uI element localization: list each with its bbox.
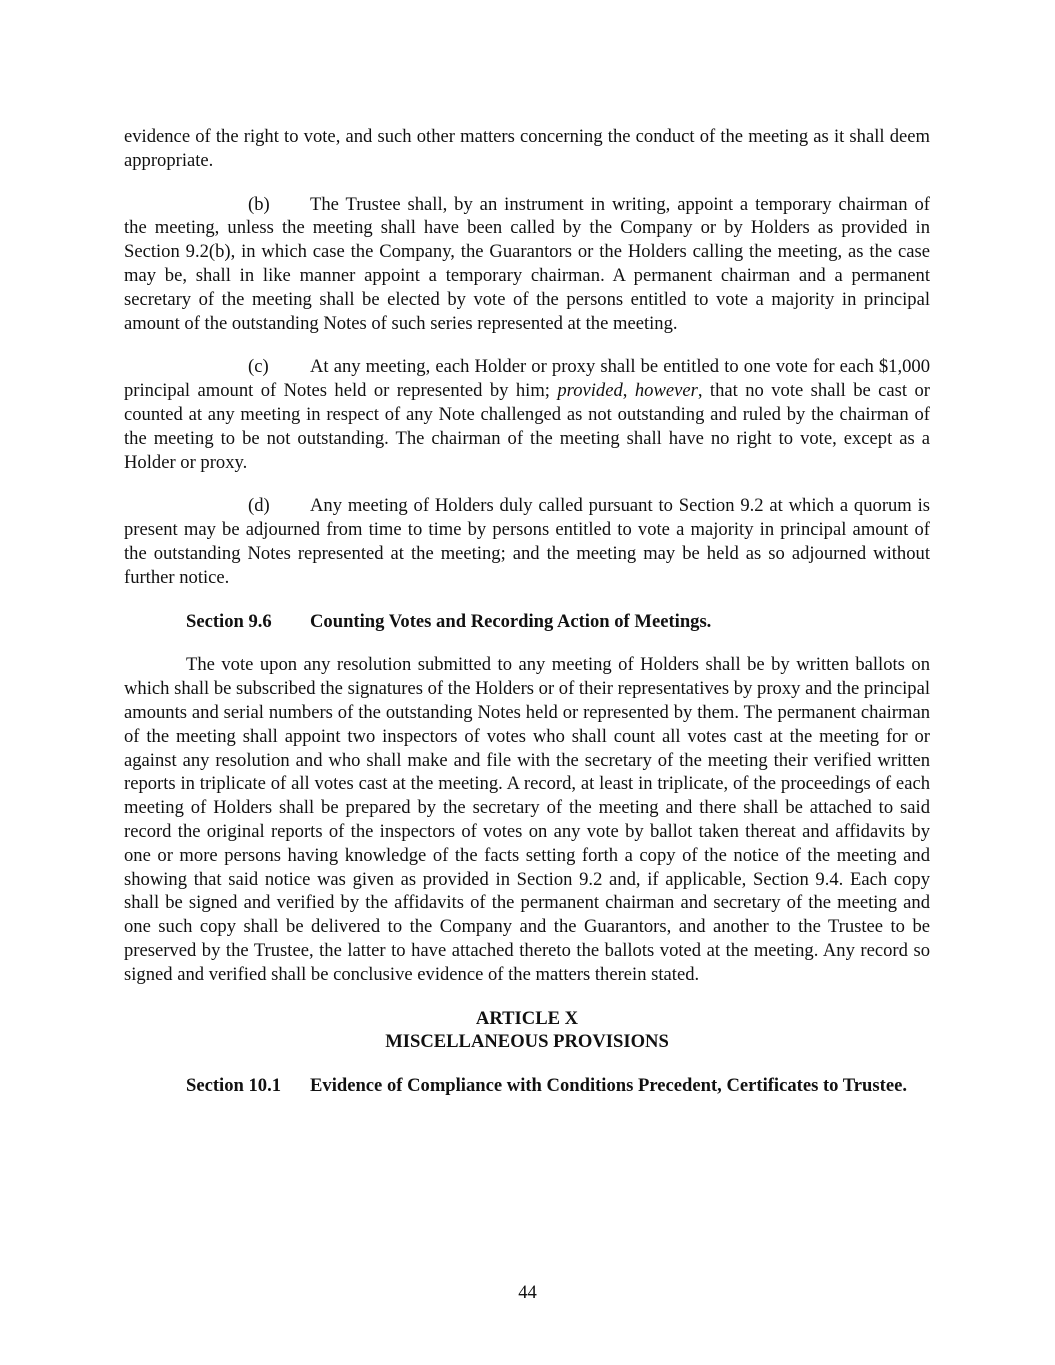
paragraph-b-label: (b) bbox=[248, 193, 270, 215]
paragraph-c bbox=[124, 355, 930, 474]
section-10-1-number: Section 10.1 bbox=[186, 1075, 282, 1097]
paragraph-c-text-before: At any meeting, each Holder or proxy shall be entitled to one vote for each $1,000 principal amount of Notes held or represented by him; bbox=[124, 356, 930, 402]
article-number: ARTICLE X bbox=[475, 1007, 579, 1029]
paragraph-c-italic-however: however bbox=[634, 380, 698, 402]
document-page bbox=[124, 125, 930, 1098]
section-9-6-number: Section 9.6 bbox=[186, 610, 272, 632]
section-10-1-title: Evidence of Compliance with Conditions Precedent, Certificates to Trustee. bbox=[310, 1075, 907, 1097]
paragraph-c-label: (c) bbox=[248, 356, 269, 378]
article-title: MISCELLANEOUS PROVISIONS bbox=[385, 1031, 669, 1053]
section-9-6-title: Counting Votes and Recording Action of Meetings. bbox=[310, 610, 712, 632]
paragraph-d-text: Any meeting of Holders duly called pursuant to Section 9.2 at which a quorum is present may be adjourned from time to time by persons entitled to vote a majority in principal amount of the outstanding Notes represented at the meeting; and the meeting may be held as so adjourned without further notice. bbox=[124, 495, 930, 588]
continuation-paragraph: evidence of the right to vote, and such other matters concerning the conduct of the meeting as it shall deem appropriate. bbox=[124, 126, 930, 171]
section-9-6-heading bbox=[124, 610, 930, 634]
section-10-1-heading bbox=[124, 1074, 930, 1098]
paragraph-b-text: The Trustee shall, by an instrument in writing, appoint a temporary chairman of the meeting, unless the meeting shall have been called by the Company or by Holders as provided in Section 9.2(b), in which case the Company, the Guarantors or the Holders calling the meeting, as the case may be, shall in like manner appoint a temporary chairman. A permanent chairman and a permanent secretary of the meeting shall be elected by vote of the persons entitled to vote a majority in principal amount of the outstanding Notes of such series represented at the meeting. bbox=[124, 193, 930, 334]
paragraph-d bbox=[124, 494, 930, 589]
article-heading bbox=[124, 1007, 930, 1055]
paragraph-c-italic-provided: provided bbox=[557, 380, 623, 402]
paragraph-c-comma: , bbox=[622, 380, 628, 402]
page-number: 44 bbox=[518, 1282, 537, 1303]
paragraph-b bbox=[124, 193, 930, 336]
section-9-6-body: The vote upon any resolution submitted to any meeting of Holders shall be by written ballots on which shall be subscribed the signatures of the Holders or of their representatives by proxy and the principal amounts and serial numbers of the outstanding Notes held or represented by them. The permanent chairman of the meeting shall appoint two inspectors of votes who shall count all votes cast at the meeting for or against any resolution and who shall make and file with the secretary of the meeting their verified written reports in triplicate of all votes cast at the meeting. A record, at least in triplicate, of the proceedings of each meeting of Holders shall be prepared by the secretary of the meeting and there shall be attached to said record the original reports of the inspectors of votes on any vote by ballot taken thereat and affidavits by one or more persons having knowledge of the facts setting forth a copy of the notice of the meeting and showing that said notice was given as provided in Section 9.2 and, if applicable, Section 9.4. Each copy shall be signed and verified by the affidavits of the permanent chairman and secretary of the meeting and one such copy shall be delivered to the Company and the Guarantors, and another to the Trustee to be preserved by the Trustee, the latter to have attached thereto the ballots voted at the meeting. Any record so signed and verified shall be conclusive evidence of the matters therein stated. bbox=[124, 654, 931, 985]
paragraph-c-text-after: , that no vote shall be cast or counted at any meeting in respect of any Note challenged as not outstanding and ruled by the chairman of the meeting to be not outstanding. The chairman of the meeting shall have no right to vote, except as a Holder or proxy. bbox=[124, 380, 930, 473]
paragraph-d-label: (d) bbox=[248, 495, 270, 517]
